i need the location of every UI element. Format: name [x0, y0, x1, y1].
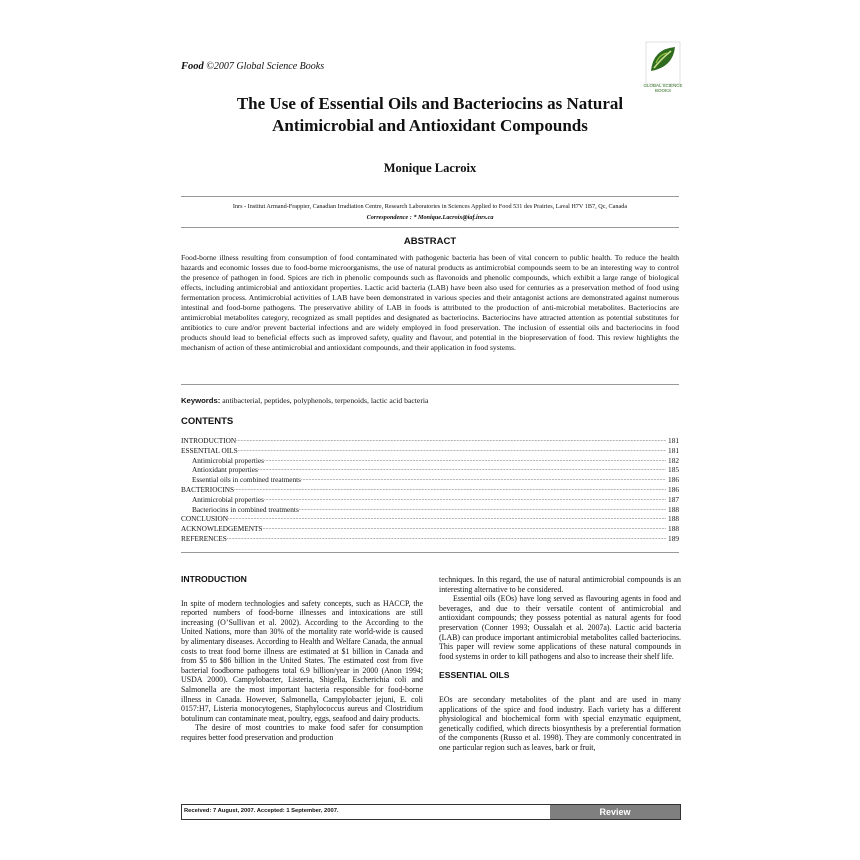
toc-label: CONCLUSION	[181, 514, 229, 524]
divider	[181, 196, 679, 197]
correspondence	[181, 214, 679, 221]
toc-page: 188	[668, 524, 679, 534]
toc-entry[interactable]	[181, 485, 679, 495]
section-heading-essential-oils: ESSENTIAL OILS	[439, 670, 510, 681]
publisher-logo-icon	[645, 41, 681, 85]
toc-label: REFERENCES	[181, 533, 227, 543]
toc-label: INTRODUCTION	[181, 436, 237, 445]
toc-page: 181	[668, 445, 679, 455]
toc-leader	[258, 465, 666, 475]
received-dates: Received: 7 August, 2007. Accepted: 1 September, 2007.	[184, 808, 339, 814]
journal-header	[181, 61, 324, 72]
toc-label: Antioxidant properties	[192, 465, 258, 475]
abstract-text: Food-borne illness resulting from consumption of food contaminated with pathogenic bacteria has been of vital concern to public health. To reduce the health hazards and economic losses due to food-borne microorganisms, the use of natural products as antimicrobial compounds seem to be an interesting way to control the presence of pathogen in food. Spices are rich in phenolic compounds such as flavonoids and phenolic compounds, which exhibit a large range of biological effects, including antimicrobial and antioxidant properties. Lactic acid bacteria (LAB) have been also used for centuries as a preservation method of food using fermentation process. Antimicrobial activities of LAB have been demonstrated in various species and their antagonist actions are demonstrated against numerous intestinal and food-borne pathogens. The preservative ability of LAB in foods is attributed to the production of anti-microbial metabolites. Bacteriocins are antimicrobial metabolites category, recognized as small peptides and designated as bacteriocins. Bacteriocins have attracted attention as potential substitutes for antibiotics to cure and/or prevent bacterial infections and are widely employed in food preservation. The inclusion of essential oils and bacteriocins in food products should lead to beneficial effects such as improved safety, quality and flavour, and potential in the biopreservation of food. This review highlights the mechanism of action of these antimicrobial and antioxidant compounds, and their application in food systems.	[181, 253, 679, 352]
toc-entry[interactable]	[181, 514, 679, 524]
toc-page: 186	[668, 484, 679, 494]
keywords	[181, 396, 679, 405]
author: Monique Lacroix	[383, 161, 477, 175]
toc-leader	[227, 534, 666, 544]
abstract-heading: ABSTRACT	[403, 236, 457, 247]
right-column	[439, 575, 681, 753]
toc-label: ACKNOWLEDGEMENTS	[181, 524, 263, 534]
toc-leader	[236, 436, 666, 446]
toc-label: ESSENTIAL OILS	[181, 445, 238, 455]
toc-leader	[238, 446, 666, 456]
journal-name: Food	[181, 61, 204, 72]
intro-paragraph-4: Essential oils (EOs) have long served as flavouring agents in food and beverages, and due to their versatile content of antimicrobial and antioxidant compounds; they possess potential as natural agents for food preservation (Conner 1993; Oussalah et al. 2007a). Lactic acid bacteria (LAB) can produce important antimicrobial metabolites called bacteriocins. This paper will review some applications of these natural compounds in food systems in order to kill pathogens and also to increase their shelf life.	[439, 594, 681, 661]
toc-entry[interactable]	[181, 446, 679, 456]
toc-label: BACTERIOCINS	[181, 484, 235, 494]
toc-label: Bacteriocins in combined treatments	[192, 504, 299, 514]
toc-entry[interactable]	[181, 524, 679, 534]
left-column	[181, 575, 423, 743]
toc-leader	[262, 524, 666, 534]
toc-label: Antimicrobial properties	[192, 455, 264, 465]
keywords-list: antibacterial, peptides, polyphenols, terpenoids, lactic acid bacteria	[222, 396, 429, 405]
toc-page: 181	[668, 436, 679, 445]
toc-entry[interactable]	[181, 495, 679, 505]
toc-leader	[228, 514, 666, 524]
toc-leader	[234, 485, 666, 495]
toc-leader	[299, 505, 666, 515]
toc-entry[interactable]	[181, 456, 679, 466]
intro-paragraph-2: The desire of most countries to make food safer for consumption requires better food preservation and production	[181, 723, 423, 742]
divider	[181, 552, 679, 553]
toc-entry[interactable]	[181, 534, 679, 544]
eo-paragraph-1: EOs are secondary metabolites of the plant and are used in many applications of the spice and food industry. Each variety has a different physiological and biochemical form with special enzymatic equipment, genetically codified, which directs biosynthesis by a preferential formation of the components (Russo et al. 1998). They are commonly concentrated in one particular region such as leaves, bark or fruit,	[439, 694, 681, 752]
paper-title	[181, 93, 679, 137]
toc-label: Antimicrobial properties	[192, 494, 264, 504]
table-of-contents	[181, 436, 679, 544]
section-heading-introduction: INTRODUCTION	[181, 574, 247, 584]
intro-paragraph-1: In spite of modern technologies and safety concepts, such as HACCP, the reported numbers of food-borne illnesses and intoxications are still increasing (O’Sullivan et al. 2002). According to the According to the United Nations, more than 30% of the mortality rate world-wide is caused by alimentary diseases. According to Health and Welfare Canada, the annual costs to treat food borne illness are estimated at $1 billion in Canada and from $5 to $86 billion in the United States. The estimated cost from five bacterial foodborne pathogens total 6.9 billion/year in 2000 (Anon 1994; USDA 2000). Campylobacter, Listeria, Shigella, Escherichia coli and Salmonella are the most important bacteria responsible for food-borne illness in Canada. However, Salmonella, Campylobacter jejuni, E. coli 0157:H7, Listeria monocytogenes, Staphylococcus aureus and Clostridium botulinum can contaminate meat, poultry, eggs, seafood and dairy products.	[181, 598, 423, 723]
correspondence-label: Correspondence	[366, 214, 409, 221]
toc-page: 188	[668, 514, 679, 524]
toc-leader	[264, 456, 666, 466]
divider	[181, 227, 679, 228]
divider	[181, 384, 679, 385]
contents-heading: CONTENTS	[181, 416, 234, 427]
toc-entry[interactable]	[181, 436, 679, 446]
publisher: ©2007 Global Science Books	[206, 61, 325, 72]
toc-page: 182	[668, 455, 679, 465]
keywords-label: Keywords:	[181, 396, 221, 405]
toc-page: 186	[668, 475, 679, 485]
footer-bar	[181, 804, 681, 820]
toc-entry[interactable]	[181, 475, 679, 485]
logo-caption: GLOBAL SCIENCE BOOKS	[643, 83, 683, 93]
toc-leader	[264, 495, 666, 505]
correspondence-email: : * Monique.Lacroix@iaf.inrs.ca	[409, 214, 494, 221]
toc-entry[interactable]	[181, 505, 679, 515]
toc-page: 189	[668, 533, 679, 543]
article-type-badge: Review	[550, 805, 680, 819]
toc-page: 187	[668, 494, 679, 504]
intro-paragraph-3: techniques. In this regard, the use of natural antimicrobial compounds is an interesting alternative to be considered.	[439, 575, 681, 594]
toc-leader	[301, 475, 666, 485]
title-line-2: Antimicrobial and Antioxidant Compounds	[272, 116, 588, 135]
affiliation: Inrs - Institut Armand-Frappier, Canadian Irradiation Centre, Research Laboratories in Sciences Applied to Food 531 des Prairies, Laval H7V 1B7, Qc, Canada	[232, 203, 628, 210]
toc-page: 188	[668, 504, 679, 514]
title-line-1: The Use of Essential Oils and Bacteriocins as Natural	[236, 94, 624, 113]
toc-page: 185	[668, 465, 679, 475]
toc-entry[interactable]	[181, 465, 679, 475]
toc-label: Essential oils in combined treatments	[192, 475, 302, 485]
